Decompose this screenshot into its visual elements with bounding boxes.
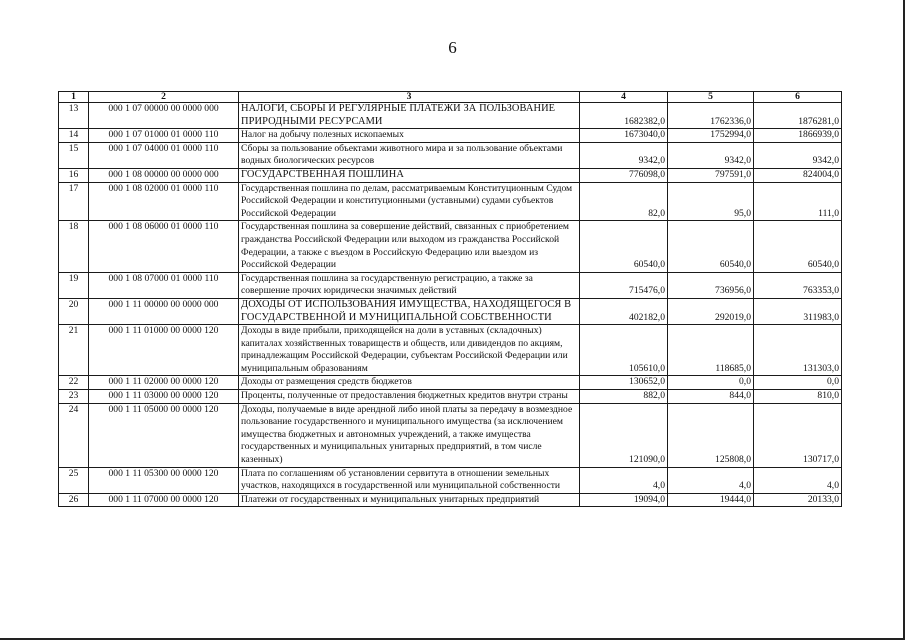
revenue-table [58,91,842,507]
header-col-3: 3 [239,92,580,103]
budget-code: 000 1 07 01000 01 0000 110 [89,129,239,143]
row-number: 21 [59,325,89,376]
revenue-name: Плата по соглашениям об установлении сервитута в отношении земельных участков, находящихся в государственной или муниципальной собственности [239,467,580,493]
table-row [59,376,842,390]
value-col-5: 125808,0 [668,403,754,467]
row-number: 19 [59,272,89,298]
table-row [59,272,842,298]
budget-code: 000 1 11 02000 00 0000 120 [89,376,239,390]
header-col-5: 5 [668,92,754,103]
row-number: 25 [59,467,89,493]
value-col-5: 736956,0 [668,272,754,298]
value-col-6: 131303,0 [754,325,842,376]
row-number: 22 [59,376,89,390]
value-col-5: 118685,0 [668,325,754,376]
value-col-4: 1682382,0 [580,103,668,129]
budget-code: 000 1 08 07000 01 0000 110 [89,272,239,298]
value-col-4: 9342,0 [580,142,668,168]
table-row [59,493,842,507]
value-col-6: 60540,0 [754,221,842,272]
value-col-6: 111,0 [754,182,842,221]
value-col-4: 60540,0 [580,221,668,272]
table-row [59,103,842,129]
value-col-6: 4,0 [754,467,842,493]
budget-code: 000 1 08 00000 00 0000 000 [89,168,239,182]
value-col-4: 4,0 [580,467,668,493]
table-row [59,467,842,493]
value-col-6: 1876281,0 [754,103,842,129]
page-number: 6 [448,38,457,57]
row-number: 17 [59,182,89,221]
revenue-name: Платежи от государственных и муниципальных унитарных предприятий [239,493,580,507]
budget-code: 000 1 07 04000 01 0000 110 [89,142,239,168]
table-row [59,182,842,221]
value-col-6: 824004,0 [754,168,842,182]
table-body [59,103,842,507]
value-col-6: 130717,0 [754,403,842,467]
value-col-6: 763353,0 [754,272,842,298]
value-col-4: 121090,0 [580,403,668,467]
budget-code: 000 1 08 02000 01 0000 110 [89,182,239,221]
revenue-name: Государственная пошлина по делам, рассматриваемым Конституционным Судом Российской Федерации и конституционными (уставными) судами субъектов Российской Федерации [239,182,580,221]
header-col-4: 4 [580,92,668,103]
row-number: 16 [59,168,89,182]
row-number: 15 [59,142,89,168]
revenue-name: Доходы, получаемые в виде арендной либо иной платы за передачу в возмездное пользование государственного и муниципального имущества (за исключением имущества бюджетных и автономных учреждений, а также имущества государственных и муниципальных унитарных предприятий, в том числе казенных) [239,403,580,467]
value-col-5: 1752994,0 [668,129,754,143]
table-row [59,298,842,324]
row-number: 24 [59,403,89,467]
revenue-name: Налог на добычу полезных ископаемых [239,129,580,143]
value-col-4: 82,0 [580,182,668,221]
budget-code: 000 1 11 01000 00 0000 120 [89,325,239,376]
row-number: 13 [59,103,89,129]
value-col-5: 1762336,0 [668,103,754,129]
value-col-4: 882,0 [580,390,668,404]
value-col-6: 20133,0 [754,493,842,507]
table-row [59,390,842,404]
value-col-4: 402182,0 [580,298,668,324]
value-col-5: 0,0 [668,376,754,390]
value-col-4: 1673040,0 [580,129,668,143]
revenue-name: Доходы от размещения средств бюджетов [239,376,580,390]
budget-code: 000 1 11 05300 00 0000 120 [89,467,239,493]
table-row [59,221,842,272]
value-col-5: 9342,0 [668,142,754,168]
header-col-6: 6 [754,92,842,103]
revenue-name: НАЛОГИ, СБОРЫ И РЕГУЛЯРНЫЕ ПЛАТЕЖИ ЗА ПОЛЬЗОВАНИЕ ПРИРОДНЫМИ РЕСУРСАМИ [239,103,580,129]
row-number: 23 [59,390,89,404]
row-number: 18 [59,221,89,272]
row-number: 20 [59,298,89,324]
row-number: 26 [59,493,89,507]
value-col-6: 9342,0 [754,142,842,168]
value-col-5: 95,0 [668,182,754,221]
revenue-name: Сборы за пользование объектами животного мира и за пользование объектами водных биологических ресурсов [239,142,580,168]
value-col-6: 0,0 [754,376,842,390]
table-row [59,142,842,168]
budget-code: 000 1 11 07000 00 0000 120 [89,493,239,507]
row-number: 14 [59,129,89,143]
value-col-4: 776098,0 [580,168,668,182]
budget-code: 000 1 07 00000 00 0000 000 [89,103,239,129]
revenue-name: Проценты, полученные от предоставления бюджетных кредитов внутри страны [239,390,580,404]
value-col-4: 715476,0 [580,272,668,298]
header-col-2: 2 [89,92,239,103]
value-col-5: 4,0 [668,467,754,493]
budget-code: 000 1 11 03000 00 0000 120 [89,390,239,404]
value-col-4: 19094,0 [580,493,668,507]
value-col-4: 105610,0 [580,325,668,376]
value-col-6: 1866939,0 [754,129,842,143]
table-header-row [59,92,842,103]
revenue-name: Государственная пошлина за государственную регистрацию, а также за совершение прочих юридически значимых действий [239,272,580,298]
revenue-name: Государственная пошлина за совершение действий, связанных с приобретением гражданства Российской Федерации или выходом из гражданства Российской Федерации, а также с въездом в Российскую Федерацию или выездом из Российской Федерации [239,221,580,272]
value-col-6: 311983,0 [754,298,842,324]
value-col-5: 60540,0 [668,221,754,272]
value-col-5: 292019,0 [668,298,754,324]
revenue-name: ГОСУДАРСТВЕННАЯ ПОШЛИНА [239,168,580,182]
value-col-5: 19444,0 [668,493,754,507]
revenue-name: Доходы в виде прибыли, приходящейся на доли в уставных (складочных) капиталах хозяйственных товариществ и обществ, или дивидендов по акциям, принадлежащим Российской Федерации, субъектам Российской Федерации или муниципальным образованиям [239,325,580,376]
value-col-5: 797591,0 [668,168,754,182]
table-row [59,325,842,376]
value-col-4: 130652,0 [580,376,668,390]
value-col-5: 844,0 [668,390,754,404]
header-col-1: 1 [59,92,89,103]
table-row [59,168,842,182]
budget-code: 000 1 11 05000 00 0000 120 [89,403,239,467]
budget-code: 000 1 11 00000 00 0000 000 [89,298,239,324]
table-row [59,403,842,467]
table-row [59,129,842,143]
budget-code: 000 1 08 06000 01 0000 110 [89,221,239,272]
value-col-6: 810,0 [754,390,842,404]
revenue-name: ДОХОДЫ ОТ ИСПОЛЬЗОВАНИЯ ИМУЩЕСТВА, НАХОДЯЩЕГОСЯ В ГОСУДАРСТВЕННОЙ И МУНИЦИПАЛЬНОЙ СОБСТВЕННОСТИ [239,298,580,324]
